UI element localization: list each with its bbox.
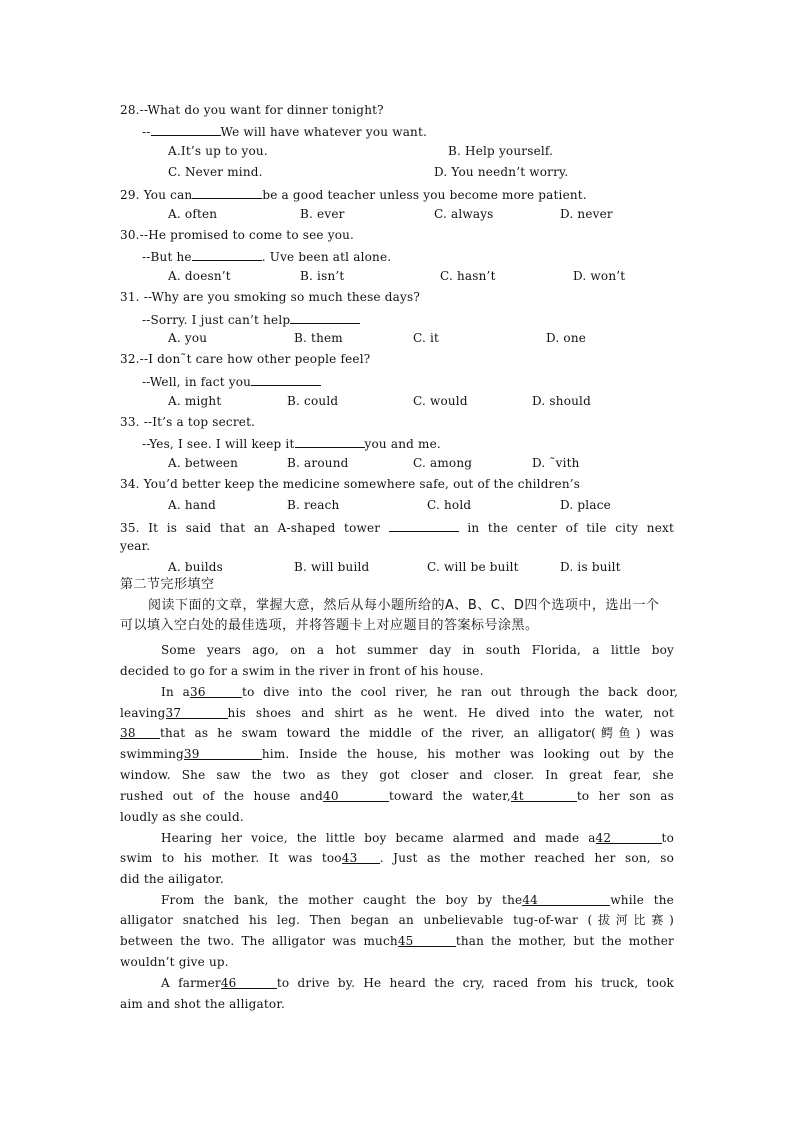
q35-prompt-cont: year. [120, 539, 151, 553]
passage-p5-line2: aim and shot the alligator. [120, 997, 285, 1011]
q30-reply-pre: --But he [142, 250, 192, 264]
q31-reply-pre: --Sorry. I just can’t help [142, 313, 291, 327]
q30-blank [192, 248, 262, 261]
q32-option-d: D. should [532, 394, 591, 408]
q28-option-b: B. Help yourself. [448, 144, 554, 158]
q31-prompt: 31. --Why are you smoking so much these days? [120, 290, 420, 304]
passage-p1-line2: decided to go for a swim in the river in front of his house. [120, 664, 484, 678]
q32-blank [251, 373, 321, 386]
p2-l6-text-c: to her son as [576, 789, 674, 803]
q34-option-d: D. place [560, 498, 611, 512]
blank-37: 37 [166, 706, 228, 719]
q30-option-d: D. won’t [573, 269, 626, 283]
q28-reply-post: We will have whatever you want. [220, 125, 428, 139]
passage-p2-line6 [120, 789, 674, 803]
q34-option-a: A. hand [168, 498, 216, 512]
blank-39: 39 [184, 747, 262, 760]
q35-blank [389, 519, 459, 532]
section2-title: 第二节完形填空 [120, 577, 215, 592]
p4-text-a: From the bank, the mother caught the boy by the [161, 893, 523, 907]
q30-reply [142, 248, 391, 264]
q35-option-a: A. builds [168, 560, 224, 574]
p2-text-a: In a [161, 685, 191, 699]
passage-p2-line1 [161, 685, 678, 699]
q31-reply [142, 311, 360, 327]
p4-text-b: while the [610, 893, 674, 907]
blank-38: 38 [120, 726, 160, 739]
q29-pre: 29. You can [120, 188, 193, 202]
q33-option-d: D. ˜vith [532, 456, 580, 470]
passage-p2-line7: loudly as she could. [120, 810, 244, 824]
q32-prompt: 32.--I don˜t care how other people feel? [120, 352, 371, 366]
passage-p3-line1 [161, 831, 674, 845]
blank-44: 44 [522, 893, 610, 906]
blank-42: 42 [596, 831, 662, 844]
q35-option-d: D. is built [560, 560, 621, 574]
q28-prompt: 28.--What do you want for dinner tonight? [120, 103, 384, 117]
q28-option-c: C. Never mind. [168, 165, 263, 179]
q32-option-b: B. could [287, 394, 339, 408]
passage-p4-line4: wouldn’t give up. [120, 955, 229, 969]
q31-option-c: C. it [413, 331, 440, 345]
q30-option-c: C. hasn’t [440, 269, 496, 283]
q28-blank [151, 123, 221, 136]
q28-reply-pre: -- [142, 125, 151, 139]
passage-p2-line3 [120, 726, 674, 740]
section2-instructions-line2: 可以填入空白处的最佳选项，并将答题卡上对应题目的答案标号涂黑。 [120, 618, 539, 633]
blank-45: 45 [398, 934, 456, 947]
q29-option-c: C. always [434, 207, 494, 221]
p5-text-b: to drive by. He heard the cry, raced from his truck, took [276, 976, 674, 990]
q29-blank [192, 186, 262, 199]
q33-blank [295, 435, 365, 448]
p4-l3-text-a: between the two. The alligator was much [120, 934, 398, 948]
q31-option-b: B. them [294, 331, 343, 345]
passage-p2-line5: window. She saw the two as they got closer and closer. In great fear, she [120, 768, 674, 782]
q34-option-c: C. hold [427, 498, 472, 512]
p3-l2-text-b: . Just as the mother reached her son, so [379, 851, 674, 865]
blank-36: 36 [190, 685, 242, 698]
blank-46: 46 [221, 976, 277, 989]
q35-prompt [120, 519, 674, 535]
blank-40: 40 [323, 789, 389, 802]
q35-option-c: C. will be built [427, 560, 519, 574]
q28-reply [142, 123, 427, 139]
blank-43: 43 [342, 851, 380, 864]
q33-prompt: 33. --It’s a top secret. [120, 415, 256, 429]
q32-reply-pre: --Well, in fact you [142, 375, 252, 389]
p2-l4-text-b: him. Inside the house, his mother was looking out by the [261, 747, 674, 761]
q30-option-a: A. doesn’t [168, 269, 231, 283]
q34-option-b: B. reach [287, 498, 340, 512]
passage-p2-line4 [120, 747, 674, 761]
q29-prompt [120, 186, 587, 202]
q32-option-a: A. might [168, 394, 222, 408]
section2-instructions-line1: 阅读下面的文章，掌握大意，然后从每小题所给的A、B、C、D四个选项中，选出一个 [148, 598, 660, 613]
q32-option-c: C. would [413, 394, 468, 408]
p2-l2-text-a: leaving [120, 706, 166, 720]
passage-p2-line2 [120, 706, 674, 720]
q33-reply-post: you and me. [364, 437, 441, 451]
passage-p4-line1 [161, 893, 674, 907]
p3-l2-text-a: swim to his mother. It was too [120, 851, 342, 865]
q30-option-b: B. isn’t [300, 269, 345, 283]
q28-option-d: D. You needn’t worry. [434, 165, 569, 179]
q35-post: in the center of tile city next [467, 521, 674, 535]
q35-option-b: B. will build [294, 560, 370, 574]
p4-l3-text-b: than the mother, but the mother [455, 934, 674, 948]
q31-option-d: D. one [546, 331, 587, 345]
q31-blank [290, 311, 360, 324]
q35-pre: 35. It is said that an A-shaped tower [120, 521, 381, 535]
p2-l2-text-b: his shoes and shirt as he went. He dived into the water, not [227, 706, 674, 720]
q33-option-a: A. between [168, 456, 239, 470]
p2-l6-text-b: toward the water, [388, 789, 511, 803]
q33-option-c: C. among [413, 456, 473, 470]
q29-post: be a good teacher unless you become more patient. [262, 188, 587, 202]
q33-reply [142, 435, 441, 451]
p2-l6-text-a: rushed out of the house and [120, 789, 323, 803]
p3-text-a: Hearing her voice, the little boy became alarmed and made a [161, 831, 596, 845]
passage-p1-line1: Some years ago, on a hot summer day in south Florida, a little boy [161, 643, 674, 657]
q29-option-b: B. ever [300, 207, 345, 221]
passage-p4-line2: alligator snatched his leg. Then began an unbelievable tug-of-war (拔河比赛) [120, 913, 674, 927]
q30-reply-post: . Uve been atl alone. [261, 250, 392, 264]
passage-p3-line3: did the ailigator. [120, 872, 224, 886]
p3-text-b: to [661, 831, 674, 845]
p2-text-b: to dive into the cool river, he ran out through the back door, [242, 685, 678, 699]
q33-option-b: B. around [287, 456, 349, 470]
q31-option-a: A. you [168, 331, 208, 345]
blank-41: 4t [511, 789, 577, 802]
q29-option-d: D. never [560, 207, 613, 221]
passage-p3-line2 [120, 851, 674, 865]
p2-l4-text-a: swimming [120, 747, 184, 761]
q33-reply-pre: --Yes, I see. I will keep it [142, 437, 295, 451]
q32-reply [142, 373, 321, 389]
q28-option-a: A.It’s up to you. [168, 144, 268, 158]
p5-text-a: A farmer [161, 976, 221, 990]
passage-p4-line3 [120, 934, 674, 948]
p2-l3-text: that as he swam toward the middle of the river, an alligator(鳄鱼) was [160, 726, 674, 740]
passage-p5-line1 [161, 976, 674, 990]
q29-option-a: A. often [168, 207, 218, 221]
q34-prompt: 34. You’d better keep the medicine somewhere safe, out of the children’s [120, 477, 581, 491]
q30-prompt: 30.--He promised to come to see you. [120, 228, 355, 242]
